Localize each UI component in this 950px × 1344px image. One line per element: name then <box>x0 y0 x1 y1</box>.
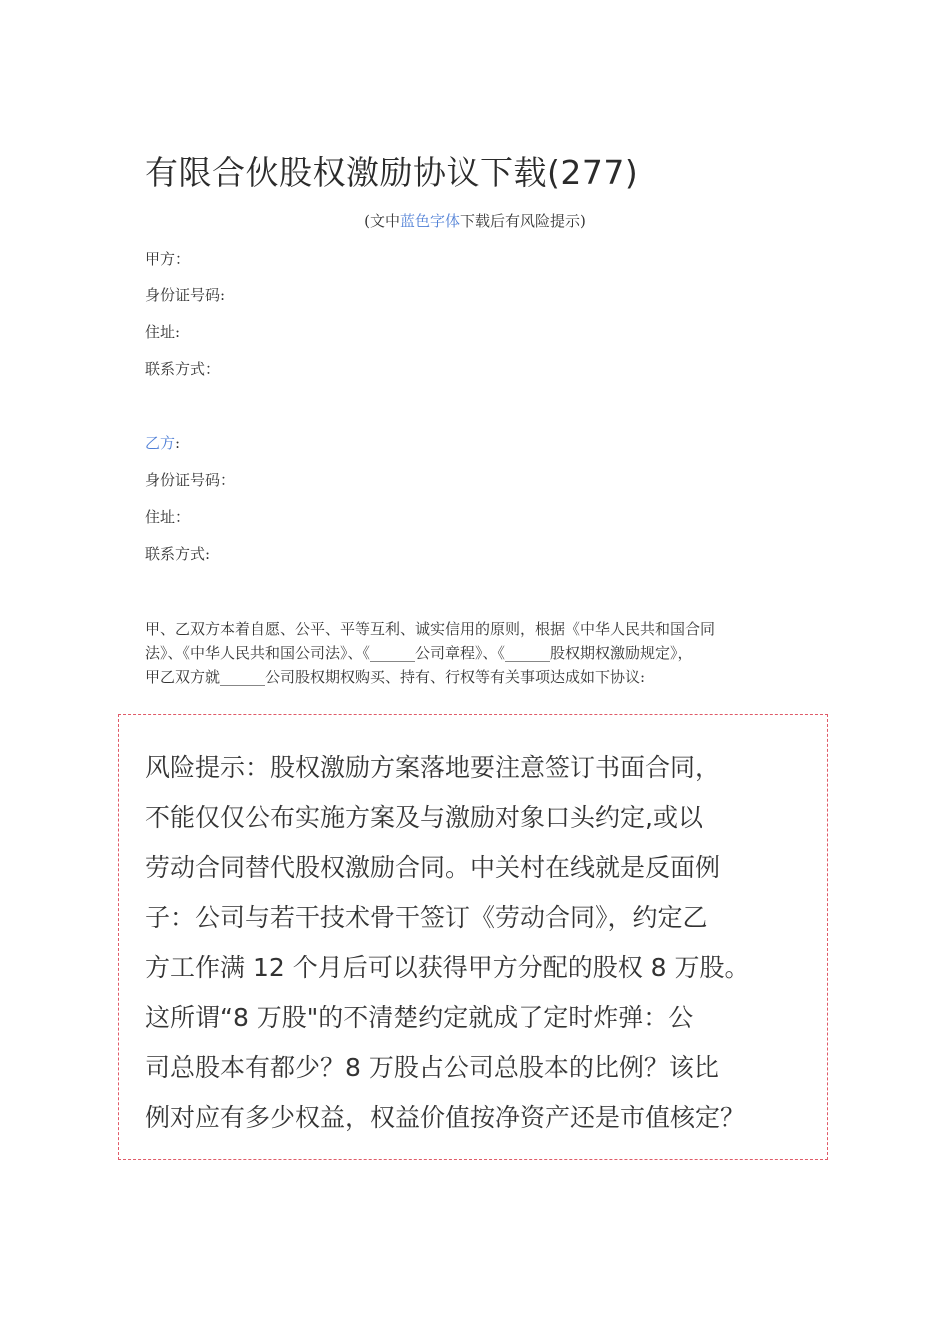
preamble-paragraph <box>145 617 815 689</box>
download-note-prefix: (文中 <box>364 212 400 230</box>
risk-tip-line: 不能仅仅公布实施方案及与激励对象口头约定,或以 <box>145 803 703 832</box>
preamble-line: 甲、乙双方本着自愿、公平、平等互利、诚实信用的原则，根据《中华人民共和国合同 <box>145 620 716 638</box>
party-b-address: 住址： <box>145 508 191 526</box>
party-a-label: 甲方： <box>145 250 191 268</box>
download-note-suffix: 下载后有风险提示) <box>460 212 586 230</box>
risk-tip-line: 这所谓“8 万股"的不清楚约定就成了定时炸弹：公 <box>145 1003 694 1032</box>
preamble-line: 法》、《中华人民共和国公司法》、《______公司章程》、《______股权期权激励规定》， <box>145 644 693 662</box>
party-b-id-number: 身份证号码： <box>145 471 236 489</box>
party-b-label-row <box>145 432 180 454</box>
document-title: 有限合伙股权激励协议下载(277) <box>145 153 639 192</box>
risk-tip-line: 方工作满 12 个月后可以获得甲方分配的股权 8 万股。 <box>145 953 750 982</box>
risk-tip-line: 司总股本有都少？8 万股占公司总股本的比例？该比 <box>145 1053 719 1082</box>
party-a-address: 住址: <box>145 323 181 341</box>
risk-tip-line: 劳动合同替代股权激励合同。中关村在线就是反面例 <box>145 853 721 882</box>
party-b-colon: : <box>175 434 181 452</box>
party-b-link[interactable]: 乙方 <box>145 434 176 452</box>
party-b-contact: 联系方式: <box>145 545 211 563</box>
blue-font-link[interactable]: 蓝色字体 <box>399 212 460 230</box>
risk-tip-line: 风险提示：股权激励方案落地要注意签订书面合同， <box>145 753 721 782</box>
risk-tip-text <box>145 743 835 1143</box>
risk-tip-line: 例对应有多少权益，权益价值按净资产还是市值核定？ <box>145 1103 746 1132</box>
preamble-line: 甲乙双方就______公司股权期权购买、持有、行权等有关事项达成如下协议: <box>145 668 646 686</box>
party-a-id-number: 身份证号码: <box>145 286 226 304</box>
risk-tip-line: 子：公司与若干技术骨干签订《劳动合同》，约定乙 <box>145 903 708 932</box>
party-a-contact: 联系方式： <box>145 360 221 378</box>
download-note <box>0 210 950 232</box>
